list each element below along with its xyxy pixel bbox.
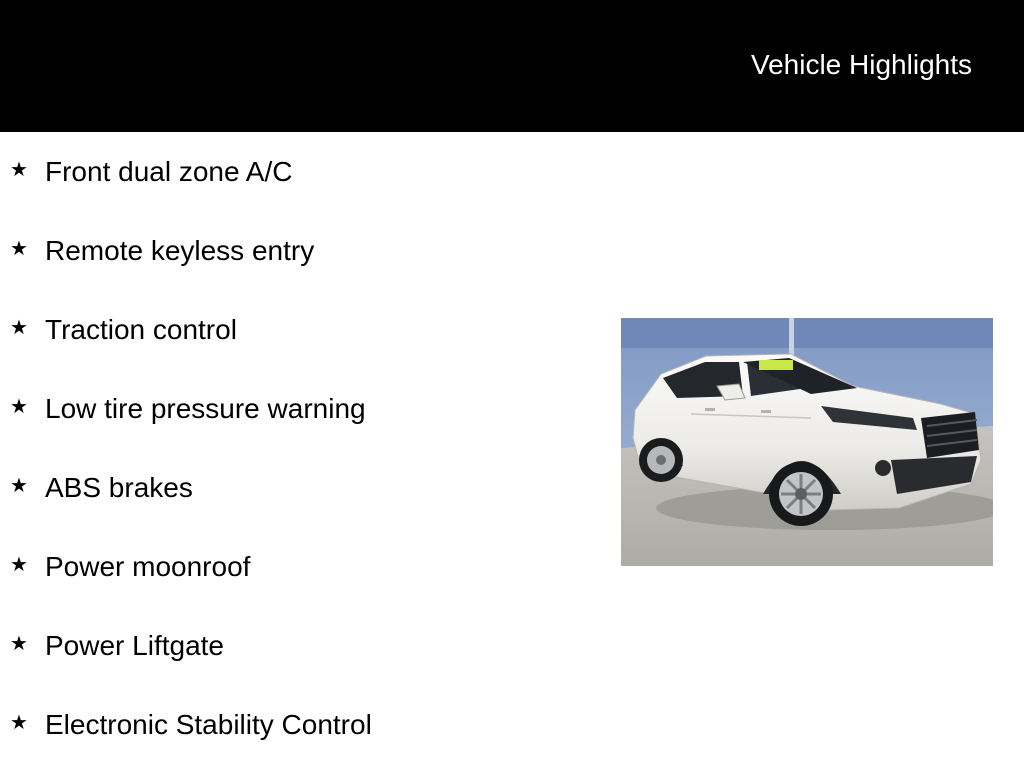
feature-item [0, 548, 600, 588]
feature-item [0, 311, 600, 351]
page-title: Vehicle Highlights [750, 49, 972, 80]
feature-label: Low tire pressure warning [45, 393, 366, 424]
feature-item [0, 153, 600, 193]
star-icon: ★ [10, 394, 28, 418]
feature-item [0, 390, 600, 430]
feature-item [0, 627, 600, 667]
vehicle-photo [621, 318, 993, 566]
feature-item [0, 706, 600, 746]
feature-label: ABS brakes [45, 472, 193, 503]
feature-label: Remote keyless entry [45, 235, 315, 266]
header-bar [0, 0, 1024, 132]
star-icon: ★ [10, 315, 28, 339]
feature-label: Traction control [45, 314, 237, 345]
star-icon: ★ [10, 710, 28, 734]
feature-label: Front dual zone A/C [45, 156, 293, 187]
feature-label: Power Liftgate [45, 630, 224, 661]
feature-item [0, 232, 600, 272]
star-icon: ★ [10, 236, 28, 260]
feature-item [0, 469, 600, 509]
star-icon: ★ [10, 157, 28, 181]
star-icon: ★ [10, 631, 28, 655]
feature-label: Electronic Stability Control [45, 709, 372, 740]
star-icon: ★ [10, 473, 28, 497]
feature-label: Power moonroof [45, 551, 251, 582]
star-icon: ★ [10, 552, 28, 576]
